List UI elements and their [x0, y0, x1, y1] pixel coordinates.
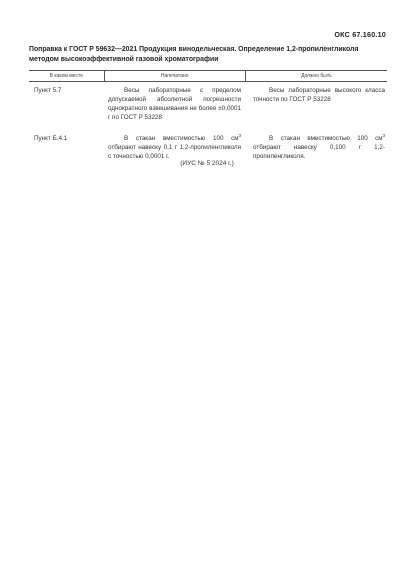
superscript: 3: [238, 133, 241, 138]
row-location: Пункт Б.4.1: [34, 135, 68, 142]
should-be-text: Весы лабораторные высокого класса точности по ГОСТ Р 53228: [253, 87, 385, 103]
row-location: Пункт 5.7: [34, 87, 62, 94]
header-should-be: Должно быть: [245, 71, 387, 81]
superscript: 3: [382, 133, 385, 138]
table-row: [29, 87, 387, 133]
classification-code: ОКС 67.160.10: [334, 30, 386, 39]
printed-text: Весы лабораторные с пределом допускаемой абсолютной погрешности однократного взвешивания не более ±0,0001 г по ГОСТ Р 53228: [108, 87, 241, 121]
should-be-text-part: отбирают навеску 0,100 г 1,2-пропиленгликоля.: [253, 143, 385, 160]
amendment-table: [29, 70, 387, 165]
ius-reference: (ИУС № 5 2024 г.): [180, 160, 234, 167]
header-location: В каком месте: [49, 73, 83, 79]
should-be-text-part: В стакан вместимостью 100 см: [269, 135, 383, 142]
row-should-be-text: [245, 87, 387, 133]
amendment-title: Поправка к ГОСТ Р 59632—2021 Продукция винодельческая. Определение 1,2-пропиленгликоля методом высокоэффективной газовой хроматографии: [29, 46, 359, 63]
printed-text-part: В стакан вместимостью 100 см: [124, 135, 239, 142]
printed-text-part: отбирают навеску 0,1 г 1,2-пропиленгликоля с точностью 0,0001 г.: [108, 143, 241, 160]
header-printed: Напечатано: [104, 71, 245, 81]
table-header: [29, 70, 387, 82]
row-printed-text: [104, 87, 245, 133]
